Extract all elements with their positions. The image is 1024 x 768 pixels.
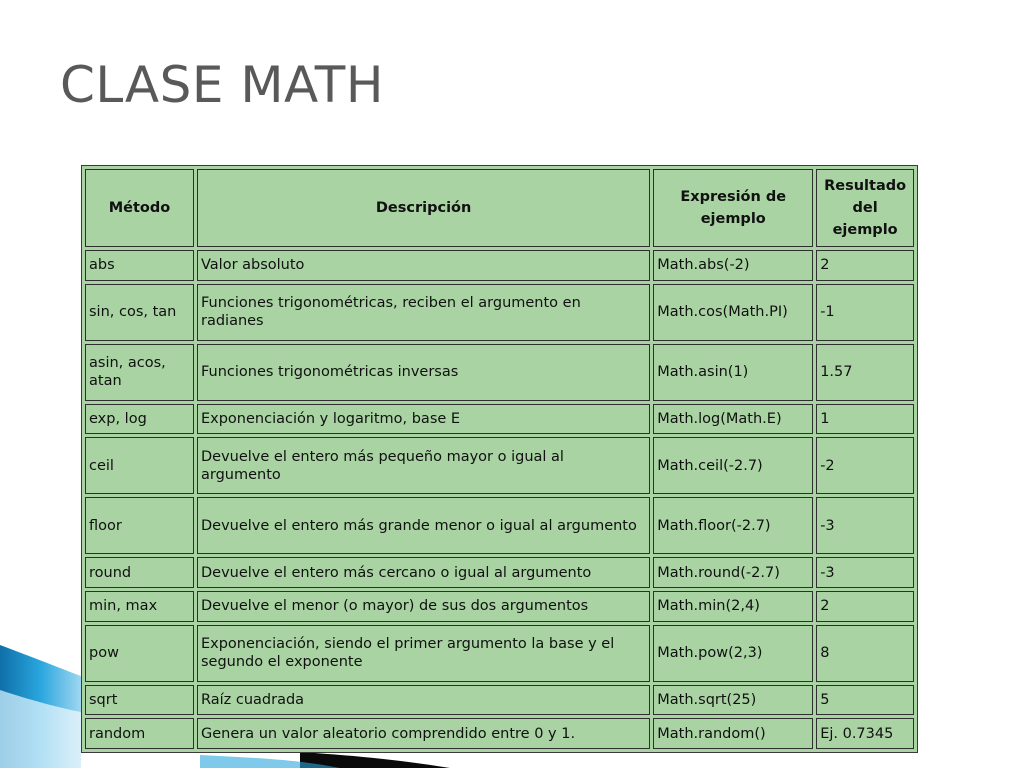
cell-description: Exponenciación y logaritmo, base E xyxy=(197,404,650,435)
table-row xyxy=(85,625,914,682)
table-row xyxy=(85,404,914,435)
page-title: CLASE MATH xyxy=(60,56,384,114)
cell-method: floor xyxy=(85,497,194,554)
table-row xyxy=(85,718,914,749)
cell-method: exp, log xyxy=(85,404,194,435)
cell-expression: Math.log(Math.E) xyxy=(653,404,813,435)
cell-expression: Math.cos(Math.PI) xyxy=(653,284,813,341)
cell-method: sqrt xyxy=(85,685,194,716)
cell-description: Devuelve el menor (o mayor) de sus dos argumentos xyxy=(197,591,650,622)
cell-result: 1.57 xyxy=(816,344,914,401)
cell-result: 2 xyxy=(816,591,914,622)
cell-result: 2 xyxy=(816,250,914,281)
table-row xyxy=(85,284,914,341)
cell-description: Exponenciación, siendo el primer argumento la base y el segundo el exponente xyxy=(197,625,650,682)
cell-result: 5 xyxy=(816,685,914,716)
table-row xyxy=(85,437,914,494)
cell-expression: Math.floor(-2.7) xyxy=(653,497,813,554)
table-header-row xyxy=(85,169,914,247)
cell-expression: Math.pow(2,3) xyxy=(653,625,813,682)
math-methods-table-container xyxy=(81,165,918,753)
header-metodo: Método xyxy=(85,169,194,247)
cell-expression: Math.asin(1) xyxy=(653,344,813,401)
cell-expression: Math.abs(-2) xyxy=(653,250,813,281)
table-row xyxy=(85,685,914,716)
cell-expression: Math.random() xyxy=(653,718,813,749)
cell-expression: Math.sqrt(25) xyxy=(653,685,813,716)
table-row xyxy=(85,557,914,588)
cell-description: Raíz cuadrada xyxy=(197,685,650,716)
cell-expression: Math.min(2,4) xyxy=(653,591,813,622)
cell-result: Ej. 0.7345 xyxy=(816,718,914,749)
cell-description: Funciones trigonométricas, reciben el argumento en radianes xyxy=(197,284,650,341)
cell-result: -3 xyxy=(816,497,914,554)
math-methods-table xyxy=(82,166,917,752)
cell-description: Devuelve el entero más pequeño mayor o igual al argumento xyxy=(197,437,650,494)
cell-expression: Math.round(-2.7) xyxy=(653,557,813,588)
header-descripcion: Descripción xyxy=(197,169,650,247)
table-row xyxy=(85,344,914,401)
cell-method: asin, acos, atan xyxy=(85,344,194,401)
cell-method: pow xyxy=(85,625,194,682)
cell-result: -2 xyxy=(816,437,914,494)
cell-method: sin, cos, tan xyxy=(85,284,194,341)
cell-result: 8 xyxy=(816,625,914,682)
cell-method: abs xyxy=(85,250,194,281)
table-row xyxy=(85,497,914,554)
cell-description: Devuelve el entero más cercano o igual al argumento xyxy=(197,557,650,588)
table-row xyxy=(85,250,914,281)
cell-expression: Math.ceil(-2.7) xyxy=(653,437,813,494)
cell-result: 1 xyxy=(816,404,914,435)
cell-method: round xyxy=(85,557,194,588)
header-expresion: Expresión de ejemplo xyxy=(653,169,813,247)
cell-description: Funciones trigonométricas inversas xyxy=(197,344,650,401)
cell-method: min, max xyxy=(85,591,194,622)
cell-description: Devuelve el entero más grande menor o igual al argumento xyxy=(197,497,650,554)
cell-method: ceil xyxy=(85,437,194,494)
cell-result: -1 xyxy=(816,284,914,341)
table-row xyxy=(85,591,914,622)
cell-result: -3 xyxy=(816,557,914,588)
cell-method: random xyxy=(85,718,194,749)
header-resultado: Resultado del ejemplo xyxy=(816,169,914,247)
cell-description: Genera un valor aleatorio comprendido entre 0 y 1. xyxy=(197,718,650,749)
cell-description: Valor absoluto xyxy=(197,250,650,281)
